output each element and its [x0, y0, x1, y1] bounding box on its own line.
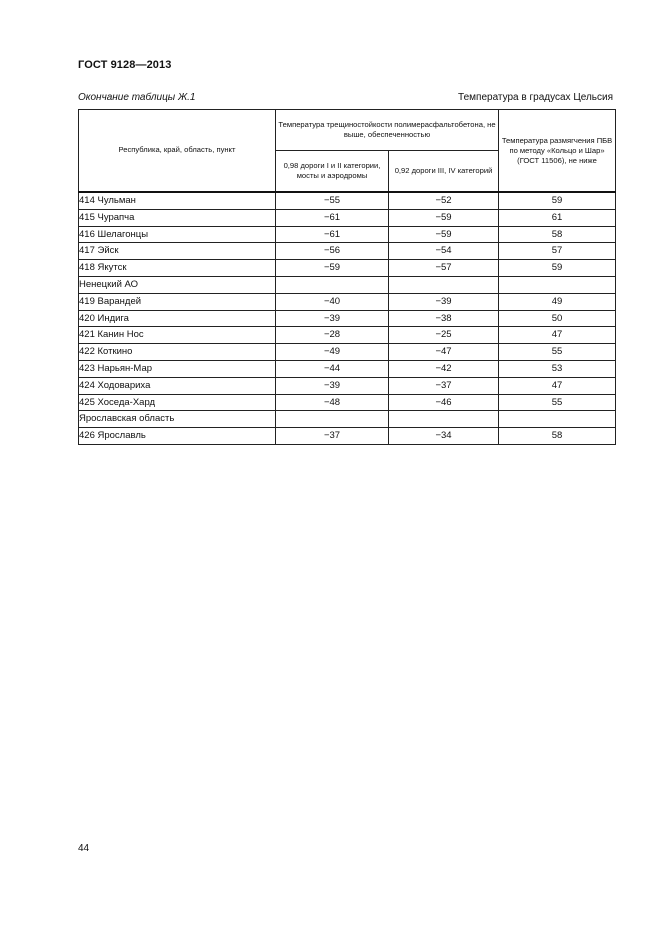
cell-temp-092: −47 — [389, 344, 499, 361]
cell-temp-098 — [276, 276, 389, 293]
table-row — [79, 377, 616, 394]
cell-location: 418 Якутск — [79, 260, 276, 277]
header-crack-resistance-group: Температура трещиностойкости полимерасфальтобетона, не выше, обеспеченностью — [276, 110, 499, 151]
cell-location: 417 Эйск — [79, 243, 276, 260]
cell-softening-temp: 50 — [499, 310, 616, 327]
climate-temperature-table — [78, 109, 616, 445]
cell-temp-098: −39 — [276, 377, 389, 394]
cell-location: 419 Варандей — [79, 293, 276, 310]
cell-temp-092: −34 — [389, 428, 499, 445]
cell-temp-092: −54 — [389, 243, 499, 260]
cell-temp-092: −42 — [389, 360, 499, 377]
table-row — [79, 394, 616, 411]
cell-temp-098: −37 — [276, 428, 389, 445]
header-probability-098: 0,98 дороги I и II категории, мосты и аэродромы — [276, 151, 389, 193]
cell-temp-092: −46 — [389, 394, 499, 411]
cell-temp-098: −49 — [276, 344, 389, 361]
cell-location: 420 Индига — [79, 310, 276, 327]
table-row — [79, 310, 616, 327]
table-row — [79, 192, 616, 209]
cell-location: 424 Ходовариха — [79, 377, 276, 394]
cell-temp-098: −59 — [276, 260, 389, 277]
cell-temp-098: −55 — [276, 192, 389, 209]
cell-temp-092: −59 — [389, 226, 499, 243]
units-caption: Температура в градусах Цельсия — [458, 92, 613, 103]
cell-softening-temp: 58 — [499, 226, 616, 243]
cell-softening-temp: 47 — [499, 377, 616, 394]
cell-softening-temp: 53 — [499, 360, 616, 377]
cell-softening-temp — [499, 411, 616, 428]
cell-temp-098: −40 — [276, 293, 389, 310]
cell-temp-092: −57 — [389, 260, 499, 277]
header-probability-092: 0,92 дороги III, IV категорий — [389, 151, 499, 193]
table-continuation-caption: Окончание таблицы Ж.1 — [78, 92, 196, 103]
table-row — [79, 327, 616, 344]
cell-temp-098: −28 — [276, 327, 389, 344]
cell-temp-098: −56 — [276, 243, 389, 260]
cell-softening-temp: 55 — [499, 394, 616, 411]
table-row — [79, 344, 616, 361]
table-row — [79, 226, 616, 243]
cell-softening-temp: 59 — [499, 260, 616, 277]
table-row — [79, 260, 616, 277]
table-row — [79, 411, 616, 428]
cell-temp-098: −48 — [276, 394, 389, 411]
cell-location: 426 Ярославль — [79, 428, 276, 445]
table-row — [79, 243, 616, 260]
cell-softening-temp: 55 — [499, 344, 616, 361]
cell-temp-092: −38 — [389, 310, 499, 327]
table-row — [79, 209, 616, 226]
cell-temp-098: −44 — [276, 360, 389, 377]
cell-temp-092: −59 — [389, 209, 499, 226]
cell-location: Ненецкий АО — [79, 276, 276, 293]
cell-temp-098 — [276, 411, 389, 428]
cell-location: 425 Хоседа-Хард — [79, 394, 276, 411]
header-softening-point: Температура размягчения ПБВ по методу «Кольцо и Шар» (ГОСТ 11506), не ниже — [499, 110, 616, 193]
cell-temp-092: −37 — [389, 377, 499, 394]
cell-temp-098: −61 — [276, 226, 389, 243]
page-number: 44 — [78, 843, 90, 854]
table-row — [79, 293, 616, 310]
cell-temp-098: −39 — [276, 310, 389, 327]
cell-location: Ярославская область — [79, 411, 276, 428]
cell-temp-092 — [389, 411, 499, 428]
cell-temp-092: −25 — [389, 327, 499, 344]
cell-location: 421 Канин Нос — [79, 327, 276, 344]
cell-location: 415 Чурапча — [79, 209, 276, 226]
cell-softening-temp: 61 — [499, 209, 616, 226]
cell-temp-092 — [389, 276, 499, 293]
header-region: Республика, край, область, пункт — [79, 110, 276, 193]
cell-temp-098: −61 — [276, 209, 389, 226]
cell-softening-temp: 59 — [499, 192, 616, 209]
cell-temp-092: −39 — [389, 293, 499, 310]
document-code: ГОСТ 9128—2013 — [78, 59, 172, 71]
cell-location: 416 Шелагонцы — [79, 226, 276, 243]
cell-softening-temp: 58 — [499, 428, 616, 445]
table-row — [79, 276, 616, 293]
cell-temp-092: −52 — [389, 192, 499, 209]
cell-location: 414 Чульман — [79, 192, 276, 209]
cell-softening-temp: 49 — [499, 293, 616, 310]
cell-softening-temp: 57 — [499, 243, 616, 260]
cell-softening-temp: 47 — [499, 327, 616, 344]
cell-location: 422 Коткино — [79, 344, 276, 361]
cell-location: 423 Нарьян-Мар — [79, 360, 276, 377]
table-row — [79, 360, 616, 377]
cell-softening-temp — [499, 276, 616, 293]
table-row — [79, 428, 616, 445]
